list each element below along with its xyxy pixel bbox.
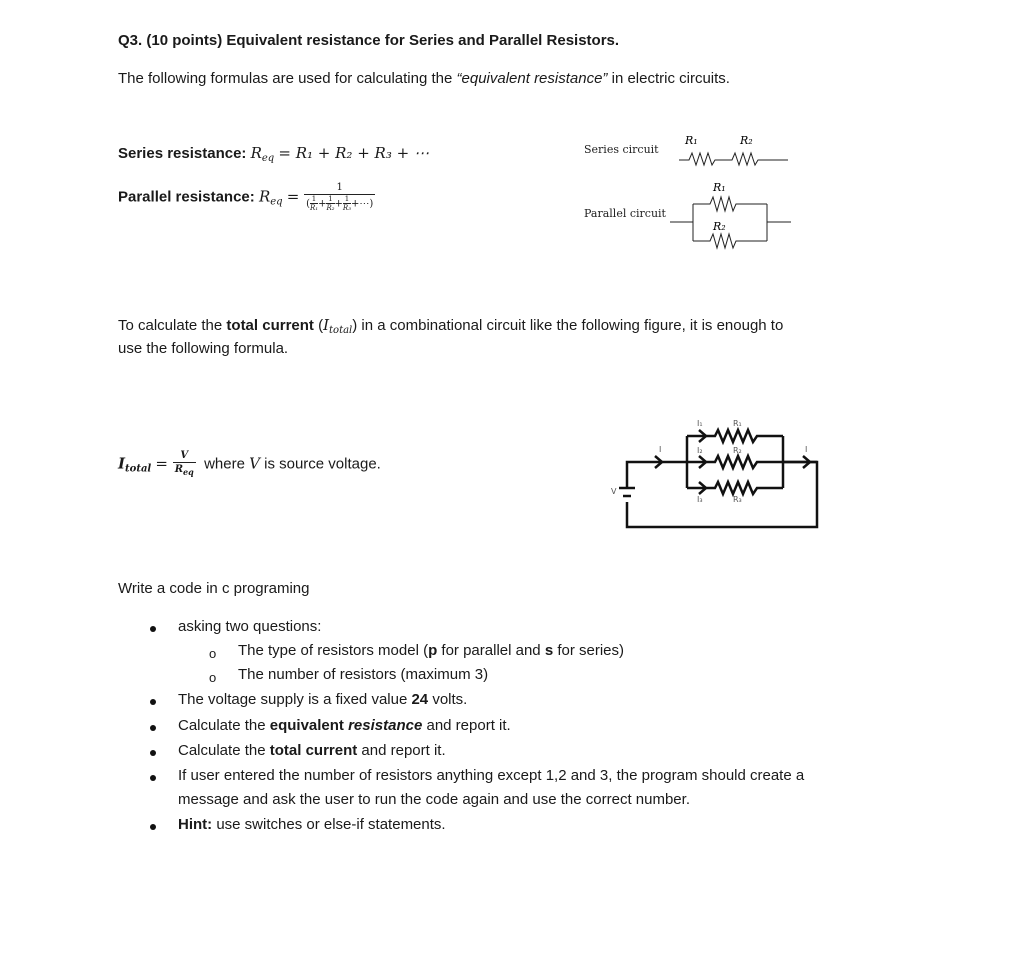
series-lhs-sub: eq	[261, 153, 275, 164]
task-subbullet-type: o The type of resistors model (p for parallel and s for series)	[209, 642, 625, 661]
intro-emphasis: “equivalent resistance”	[456, 70, 608, 87]
question-points: (10 points)	[146, 32, 223, 49]
bullet-text: If user entered the number of resistors anything except 1,2 and 3, the program should create a	[178, 767, 805, 784]
circle-bullet-icon: o	[209, 670, 217, 685]
svg-text:R₂: R₂	[733, 446, 742, 455]
current-text-end: in a combinational circuit like the following figure, it is enough to	[357, 317, 784, 334]
task-bullet-validation	[178, 767, 804, 784]
svg-text:V: V	[611, 487, 617, 496]
series-circuit-diagram	[675, 132, 795, 168]
current-formula: $I_{total}$ = $\frac{V}{R_{eq}}$ where V is source voltage.	[118, 450, 381, 477]
bullet-icon	[150, 750, 156, 756]
intro-text-end: in electric circuits.	[607, 70, 730, 87]
svg-text:I: I	[805, 445, 808, 454]
svg-text:I₃: I₃	[697, 495, 703, 504]
circle-bullet-icon: o	[209, 646, 217, 661]
svg-text:I₁: I₁	[697, 419, 703, 428]
svg-text:I: I	[659, 445, 662, 454]
task-bullet-validation-line2: message and ask the user to run the code again and use the correct number.	[178, 791, 690, 808]
current-formula-lhs-sub: total	[125, 463, 152, 475]
current-formula-lhs: I	[118, 454, 126, 473]
task-bullet-questions	[178, 618, 321, 635]
bullet-icon	[150, 824, 156, 830]
parallel-lhs: R	[258, 187, 271, 206]
current-text: To calculate the	[118, 317, 227, 334]
series-rhs: = R₁ + R₂ + R₃ + ⋯	[278, 144, 429, 162]
svg-text:I₂: I₂	[697, 446, 703, 455]
series-formula	[118, 144, 429, 164]
intro-paragraph	[118, 70, 730, 87]
parallel-denominator: ( $\frac{1}{\text{R₁}}$ + $\frac{1}{\text{R₂}}$ + $\frac{1}{\text{R₃}}$ +⋯)	[306, 195, 374, 212]
svg-text:R₃: R₃	[733, 495, 742, 504]
question-number: Q3.	[118, 32, 143, 49]
current-formula-fraction	[173, 450, 196, 479]
task-bullet-current: Calculate the total current and report it.	[178, 742, 446, 759]
parallel-formula: Parallel resistance: $R_{eq}$ = 1 ( $\frac{1}{\text{R₁}}$ + $\frac{1}{\text{R₂}}$ + $\frac{1}{\text{R₃}}$ +⋯)	[118, 182, 374, 212]
current-symbol-sub: total	[329, 325, 353, 336]
parallel-label: Parallel resistance:	[118, 188, 255, 206]
intro-text: The following formulas are used for calculating the	[118, 70, 457, 87]
series-lhs: R	[250, 144, 262, 162]
task-bullet-hint: Hint: use switches or else-if statements.	[178, 816, 446, 833]
current-paragraph: To calculate the total current $(I_{total})$ in a combinational circuit like the following figure, it is enough to	[118, 316, 784, 336]
parallel-fraction	[304, 182, 375, 213]
bullet-icon	[150, 699, 156, 705]
svg-text:R₂: R₂	[713, 220, 726, 233]
task-intro: Write a code in c programing	[118, 580, 310, 597]
svg-text:R₁: R₁	[685, 134, 698, 147]
question-title: Equivalent resistance for Series and Parallel Resistors.	[226, 32, 620, 49]
bullet-icon	[150, 775, 156, 781]
bullet-icon	[150, 626, 156, 632]
task-bullet-voltage: The voltage supply is a fixed value 24 volts.	[178, 691, 467, 708]
bullet-icon	[150, 725, 156, 731]
series-circuit-caption: Series circuit	[584, 143, 659, 156]
current-paragraph-line2: use the following formula.	[118, 340, 289, 357]
current-formula-num: V	[180, 450, 189, 461]
bullet-text: asking two questions:	[178, 618, 322, 635]
current-formula-den: $R_{eq}$	[174, 464, 194, 477]
where-var: V	[249, 454, 260, 473]
svg-text:R₂: R₂	[740, 134, 753, 147]
combination-circuit-diagram	[605, 412, 825, 534]
task-bullet-resistance: Calculate the equivalent resistance and report it.	[178, 717, 511, 734]
where-text: where	[204, 455, 250, 473]
parallel-lhs-sub: eq	[270, 196, 283, 208]
parallel-numerator: 1	[336, 182, 343, 193]
current-symbol: I	[323, 316, 330, 334]
svg-text:R₁: R₁	[733, 419, 742, 428]
bullet-text: The number of resistors (maximum 3)	[238, 666, 489, 683]
current-bold: total current	[226, 317, 314, 334]
where-text-end: is source voltage.	[259, 455, 381, 473]
svg-text:R₁: R₁	[713, 181, 726, 194]
question-heading	[118, 32, 619, 49]
parallel-circuit-diagram	[665, 180, 795, 252]
task-subbullet-number	[209, 666, 489, 685]
parallel-circuit-caption: Parallel circuit	[584, 207, 666, 220]
series-label: Series resistance:	[118, 145, 247, 162]
